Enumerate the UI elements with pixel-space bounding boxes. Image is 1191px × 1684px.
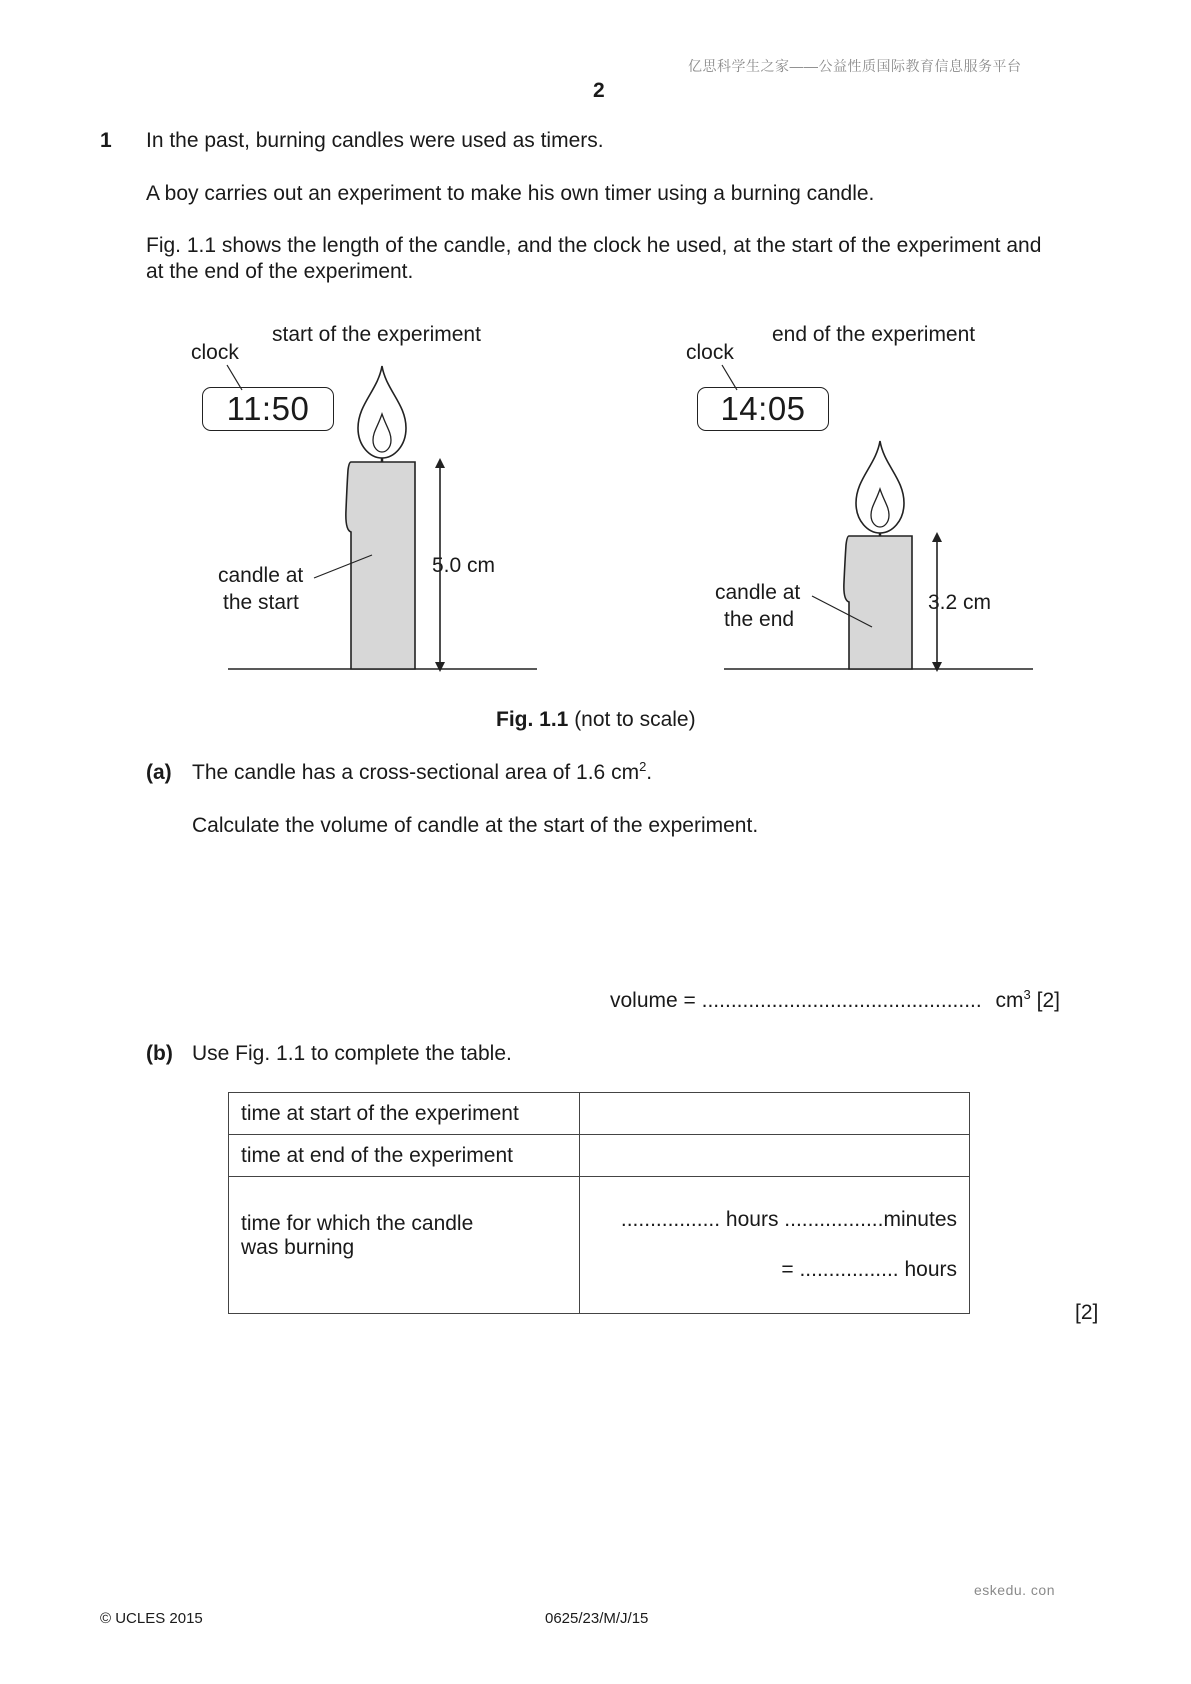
part-a-statement — [192, 760, 652, 786]
end-candle-label-1: candle at — [715, 581, 801, 604]
duration-label-line-2: was burning — [241, 1236, 355, 1259]
start-candle — [227, 365, 537, 669]
end-clock-leader — [722, 365, 737, 390]
question-line-3a: Fig. 1.1 shows the length of the candle, and the clock he used, at the start of the experiment and — [146, 234, 1042, 257]
part-b-text: Use Fig. 1.1 to complete the table. — [192, 1042, 512, 1065]
part-a-text: The candle has a cross-sectional area of 1.6 cm — [192, 761, 640, 784]
end-candle-body — [844, 536, 912, 669]
table-row — [229, 1135, 970, 1177]
start-candle-label-1: candle at — [218, 564, 304, 587]
table-cell-start-label: time at start of the experiment — [229, 1093, 580, 1135]
end-clock-display: 14:05 — [697, 387, 829, 431]
figure-caption — [496, 707, 696, 733]
question-line-2: A boy carries out an experiment to make his own timer using a burning candle. — [146, 182, 875, 205]
part-b-label: (b) — [146, 1042, 173, 1065]
end-clock-label: clock — [686, 341, 734, 364]
duration-answer-hours[interactable]: = ................. hours — [781, 1258, 957, 1281]
watermark-text: 亿思科学生之家——公益性质国际教育信息服务平台 — [688, 58, 1022, 74]
start-candle-body — [346, 462, 415, 669]
time-table — [228, 1092, 970, 1314]
start-time-answer-field[interactable] — [580, 1093, 970, 1135]
question-line-1: In the past, burning candles were used as timers. — [146, 129, 604, 152]
figure-caption-bold: Fig. 1.1 — [496, 708, 569, 731]
part-b-marks: [2] — [1075, 1301, 1099, 1324]
end-time-answer-field[interactable] — [580, 1135, 970, 1177]
start-clock-leader — [227, 365, 242, 390]
part-a-text-end: . — [646, 761, 653, 784]
end-candle-label-2: the end — [724, 608, 795, 631]
start-height-label: 5.0 cm — [432, 554, 496, 577]
part-a-instruction: Calculate the volume of candle at the start of the experiment. — [192, 814, 759, 837]
start-clock-display: 11:50 — [202, 387, 334, 431]
end-candle — [722, 365, 1033, 669]
table-row — [229, 1093, 970, 1135]
part-a-marks: [2] — [1036, 989, 1060, 1012]
paper-code: 0625/23/M/J/15 — [545, 1610, 649, 1627]
duration-answer-hours-minutes[interactable]: ................. hours .................minutes — [620, 1208, 957, 1231]
volume-unit-sup: 3 — [1023, 987, 1031, 1002]
start-candle-label-2: the start — [223, 591, 299, 614]
part-a-label: (a) — [146, 761, 172, 784]
volume-answer-field[interactable]: ................................................ — [701, 989, 982, 1012]
site-watermark: eskedu. con — [974, 1582, 1055, 1598]
start-clock-label: clock — [191, 341, 239, 364]
table-cell-end-label: time at end of the experiment — [229, 1135, 580, 1177]
duration-answer-cell — [580, 1177, 970, 1314]
start-title: start of the experiment — [272, 323, 481, 346]
figure-caption-rest: (not to scale) — [568, 708, 696, 731]
volume-unit: cm — [995, 989, 1024, 1012]
part-a-sup: 2 — [639, 759, 647, 774]
table-row — [229, 1177, 970, 1314]
copyright: © UCLES 2015 — [100, 1610, 203, 1627]
question-number: 1 — [100, 129, 112, 152]
end-height-label: 3.2 cm — [928, 591, 992, 614]
end-title: end of the experiment — [772, 323, 976, 346]
page-number: 2 — [593, 79, 605, 102]
duration-label-line-1: time for which the candle — [241, 1212, 474, 1235]
volume-prefix: volume = — [610, 989, 702, 1012]
candle-figure — [0, 0, 1191, 700]
question-line-3b: at the end of the experiment. — [146, 260, 414, 283]
volume-answer-line — [610, 988, 1060, 1014]
table-cell-duration-label — [229, 1177, 580, 1314]
